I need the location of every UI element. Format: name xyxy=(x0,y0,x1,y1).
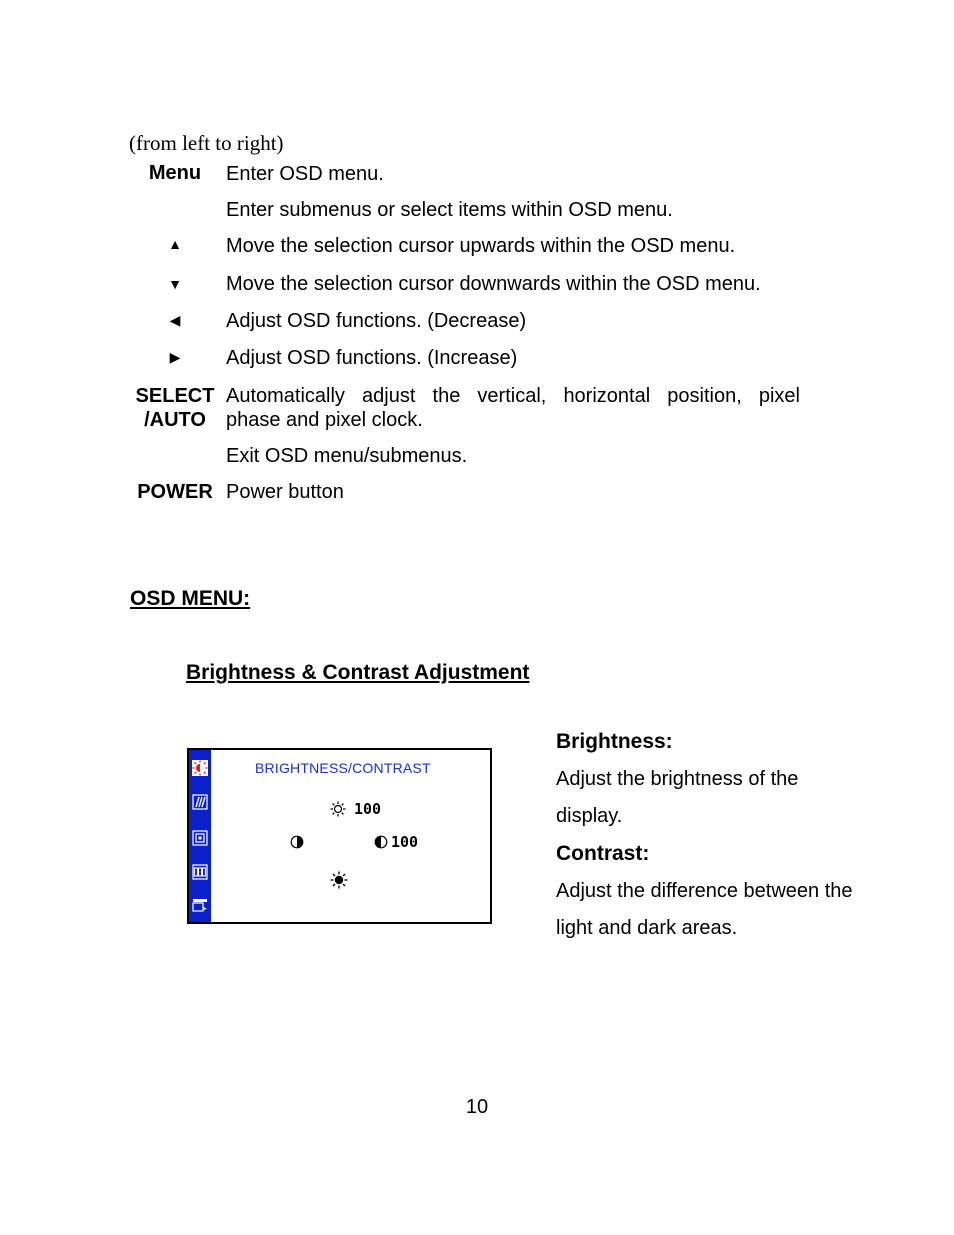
contrast-small-icon xyxy=(374,835,388,849)
color-icon xyxy=(192,864,208,880)
brightness-value: 100 xyxy=(354,800,382,818)
select-desc-3: Exit OSD menu/submenus. xyxy=(226,445,468,467)
osd-illustration xyxy=(187,748,492,924)
brightness-icon xyxy=(192,760,208,776)
contrast-text-1: Adjust the difference between the xyxy=(556,880,853,902)
left-arrow-icon: ◀ xyxy=(169,312,181,328)
right-desc: Adjust OSD functions. (Increase) xyxy=(226,347,518,369)
contrast-text-2: light and dark areas. xyxy=(556,917,738,939)
sun-icon xyxy=(330,801,346,817)
up-desc: Move the selection cursor upwards within the OSD menu. xyxy=(226,235,736,257)
select-desc-1: Automatically adjust the vertical, horizontal position, pixel xyxy=(226,385,800,407)
page-number: 10 xyxy=(465,1096,489,1118)
osd-title: BRIGHTNESS/CONTRAST xyxy=(255,760,431,776)
menu-key-label: Menu xyxy=(148,162,202,184)
power-key-label: POWER xyxy=(137,481,213,503)
menu-desc-2: Enter submenus or select items within OSD menu. xyxy=(226,199,673,221)
position-icon xyxy=(192,830,208,846)
right-arrow-icon: ▶ xyxy=(169,349,181,365)
down-arrow-icon: ▼ xyxy=(168,276,182,292)
contrast-icon xyxy=(290,835,304,849)
contrast-value: 100 xyxy=(391,833,419,851)
contrast-heading: Contrast: xyxy=(556,842,650,865)
left-desc: Adjust OSD functions. (Decrease) xyxy=(226,310,527,332)
osd-menu-icon xyxy=(192,897,208,913)
osd-sidebar xyxy=(189,750,211,922)
auto-key-label: /AUTO xyxy=(144,409,206,431)
select-desc-2: phase and pixel clock. xyxy=(226,409,423,431)
brightness-text-1: Adjust the brightness of the xyxy=(556,768,799,790)
up-arrow-icon: ▲ xyxy=(168,236,182,252)
intro-text: (from left to right) xyxy=(129,131,284,155)
sub-heading: Brightness & Contrast Adjustment xyxy=(186,661,530,684)
image-setup-icon xyxy=(192,794,208,810)
sun-filled-icon xyxy=(330,871,348,889)
menu-desc-1: Enter OSD menu. xyxy=(226,163,384,185)
brightness-text-2: display. xyxy=(556,805,623,827)
down-desc: Move the selection cursor downwards within the OSD menu. xyxy=(226,273,761,295)
select-key-label: SELECT xyxy=(135,385,215,407)
brightness-heading: Brightness: xyxy=(556,730,673,753)
section-heading: OSD MENU: xyxy=(130,587,251,610)
power-desc: Power button xyxy=(226,481,344,503)
